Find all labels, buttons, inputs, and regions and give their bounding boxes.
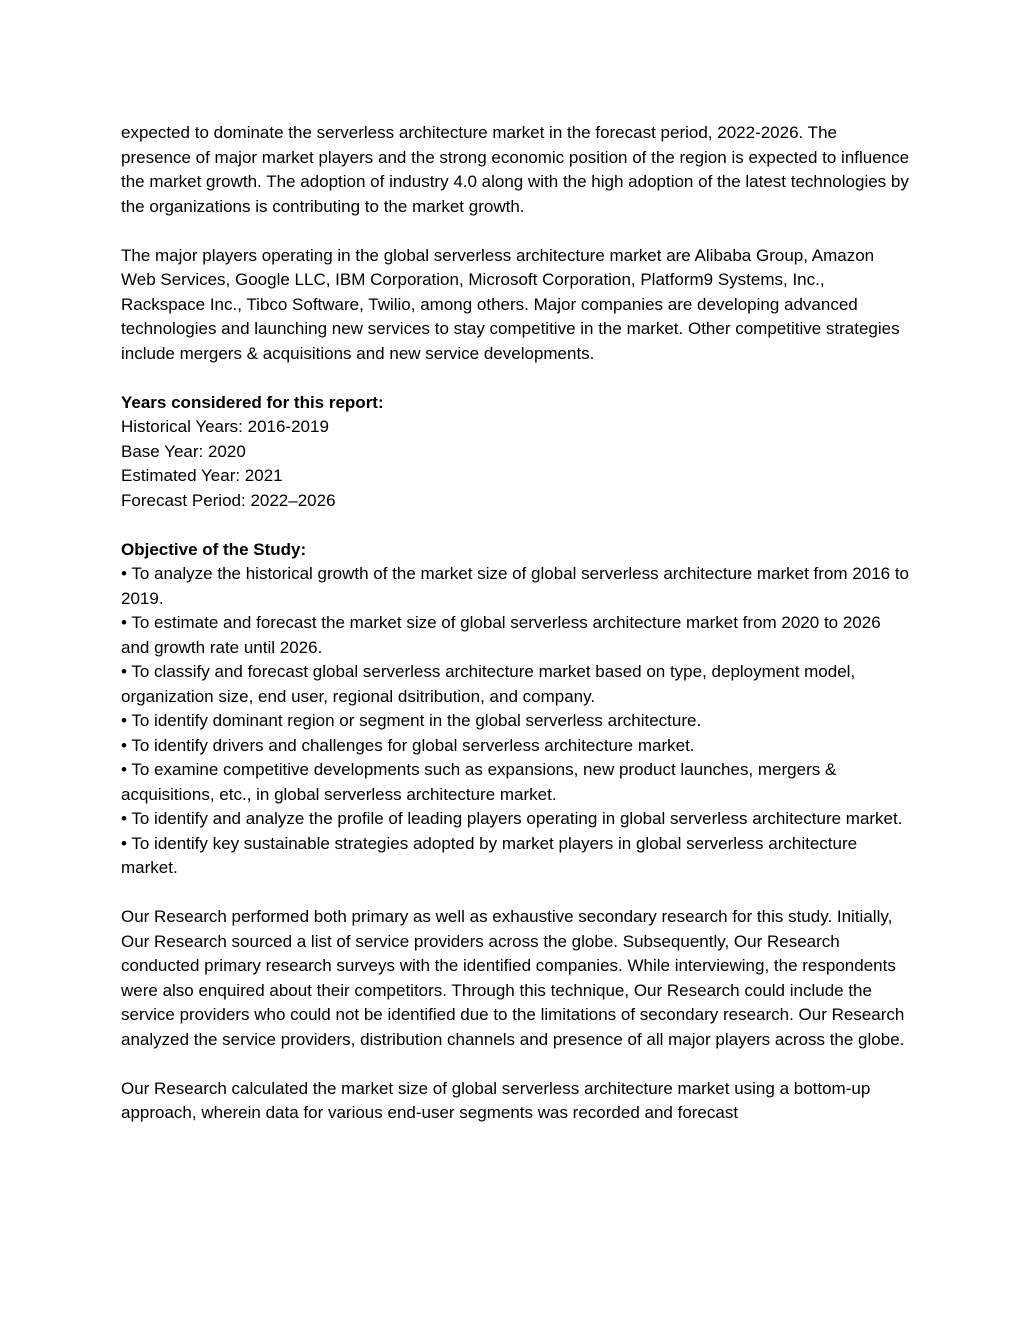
- years-section: [121, 391, 911, 514]
- market-size-paragraph: Our Research calculated the market size of global serverless architecture market using a bottom-up approach, wherein data for various end-user segments was recorded and forecast: [121, 1078, 871, 1122]
- objective-item: • To identify dominant region or segment in the global serverless architecture.: [121, 711, 702, 730]
- objective-item: • To analyze the historical growth of the market size of global serverless architecture market from 2016 to 2019.: [121, 564, 910, 608]
- objective-item: • To estimate and forecast the market size of global serverless architecture market from 2020 to 2026 and growth rate until 2026.: [121, 613, 881, 657]
- objective-item: • To identify and analyze the profile of leading players operating in global serverless architecture market.: [121, 809, 903, 828]
- document-page: [121, 121, 911, 1150]
- major-players-paragraph: The major players operating in the global serverless architecture market are Alibaba Group, Amazon Web Services, Google LLC, IBM Corporation, Microsoft Corporation, Platform9 Systems, Inc., Rackspace Inc., Tibco Software, Twilio, among others. Major companies are developing advanced technologies and launching new services to stay competitive in the market. Other competitive strategies include mergers & acquisitions and new service developments.: [121, 245, 900, 363]
- years-heading: Years considered for this report:: [121, 392, 384, 412]
- objective-item: • To examine competitive developments such as expansions, new product launches, mergers & acquisitions, etc., in global serverless architecture market.: [121, 760, 837, 804]
- objective-list: [121, 562, 911, 881]
- research-methodology-paragraph: Our Research performed both primary as well as exhaustive secondary research for this study. Initially, Our Research sourced a list of service providers across the globe. Subsequently, Our Research conducted primary research surveys with the identified companies. While interviewing, the respondents were also enquired about their competitors. Through this technique, Our Research could include the service providers who could not be identified due to the limitations of secondary research. Our Research analyzed the service providers, distribution channels and presence of all major players across the globe.: [121, 907, 905, 1049]
- objective-item: • To identify drivers and challenges for global serverless architecture market.: [121, 735, 695, 755]
- forecast-period: Forecast Period: 2022–2026: [121, 490, 336, 510]
- historical-years: Historical Years: 2016-2019: [121, 417, 329, 436]
- objective-section: [121, 538, 911, 881]
- base-year: Base Year: 2020: [121, 441, 246, 461]
- objective-heading: Objective of the Study:: [121, 539, 307, 559]
- objective-item: • To identify key sustainable strategies adopted by market players in global serverless architecture market.: [121, 833, 858, 877]
- objective-item: • To classify and forecast global serverless architecture market based on type, deployment model, organization size, end user, regional dsitribution, and company.: [121, 662, 856, 706]
- intro-paragraph: expected to dominate the serverless architecture market in the forecast period, 2022-2026. The presence of major market players and the strong economic position of the region is expected to influence the market growth. The adoption of industry 4.0 along with the high adoption of the latest technologies by the organizations is contributing to the market growth.: [121, 123, 910, 216]
- estimated-year: Estimated Year: 2021: [121, 466, 283, 485]
